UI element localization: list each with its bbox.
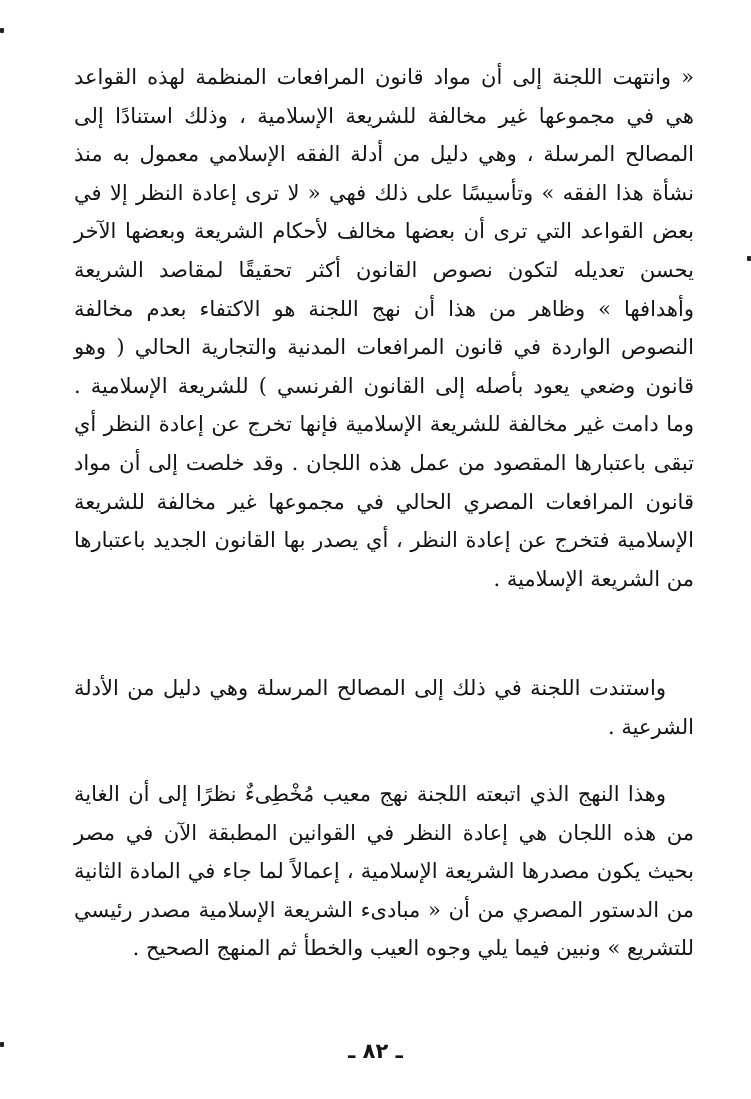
paragraph-methodology-critique: وهذا النهج الذي اتبعته اللجنة نهج معيب مُخْطِىءٌ نظرًا إلى أن الغاية من هذه اللجان هي إعادة النظر في القوانين المطبقة الآن في مصر بحيث يكون مصدرها الشريعة الإسلامية ، إعمالاً لما جاء في المادة الثانية من الدستور المصري من أن « مبادىء الشريعة الإسلامية مصدر رئيسي للتشريع » ونبين فيما يلي وجوه العيب والخطأ ثم المنهج الصحيح . [74,782,694,961]
margin-speck [747,256,751,261]
paragraph-committee-basis: واستندت اللجنة في ذلك إلى المصالح المرسلة وهي دليل من الأدلة الشرعية . [74,676,694,739]
page-number: ـ ٨٢ ـ [348,1039,403,1063]
margin-speck [0,28,4,33]
paragraph-committee-conclusion: « وانتهت اللجنة إلى أن مواد قانون المرافعات المنظمة لهذه القواعد هي في مجموعها غير مخالفة للشريعة الإسلامية ، وذلك استنادًا إلى المصالح المرسلة ، وهي دليل من أدلة الفقه الإسلامي معمول به منذ نشأة هذا الفقه » وتأسيسًا على ذلك فهي « لا ترى إعادة النظر إلا في بعض القواعد التي ترى أن بعضها مخالف لأحكام الشريعة وبعضها الآخر يحسن تعديله لتكون نصوص القانون أكثر تحقيقًا لمقاصد الشريعة وأهدافها » وظاهر من هذا أن نهج اللجنة هو الاكتفاء بعدم مخالفة النصوص الواردة في قانون المرافعات المدنية والتجارية الحالي ( وهو قانون وضعي يعود بأصله إلى القانون الفرنسي ) للشريعة الإسلامية . وما دامت غير مخالفة للشريعة الإسلامية فإنها تخرج عن إعادة النظر أي تبقى باعتبارها المقصود من عمل هذه اللجان . وقد خلصت إلى أن مواد قانون المرافعات المصري الحالي في مجموعها غير مخالفة للشريعة الإسلامية فتخرج عن إعادة النظر ، أي يصدر بها القانون الجديد باعتبارها من الشريعة الإسلامية . [74,65,694,591]
